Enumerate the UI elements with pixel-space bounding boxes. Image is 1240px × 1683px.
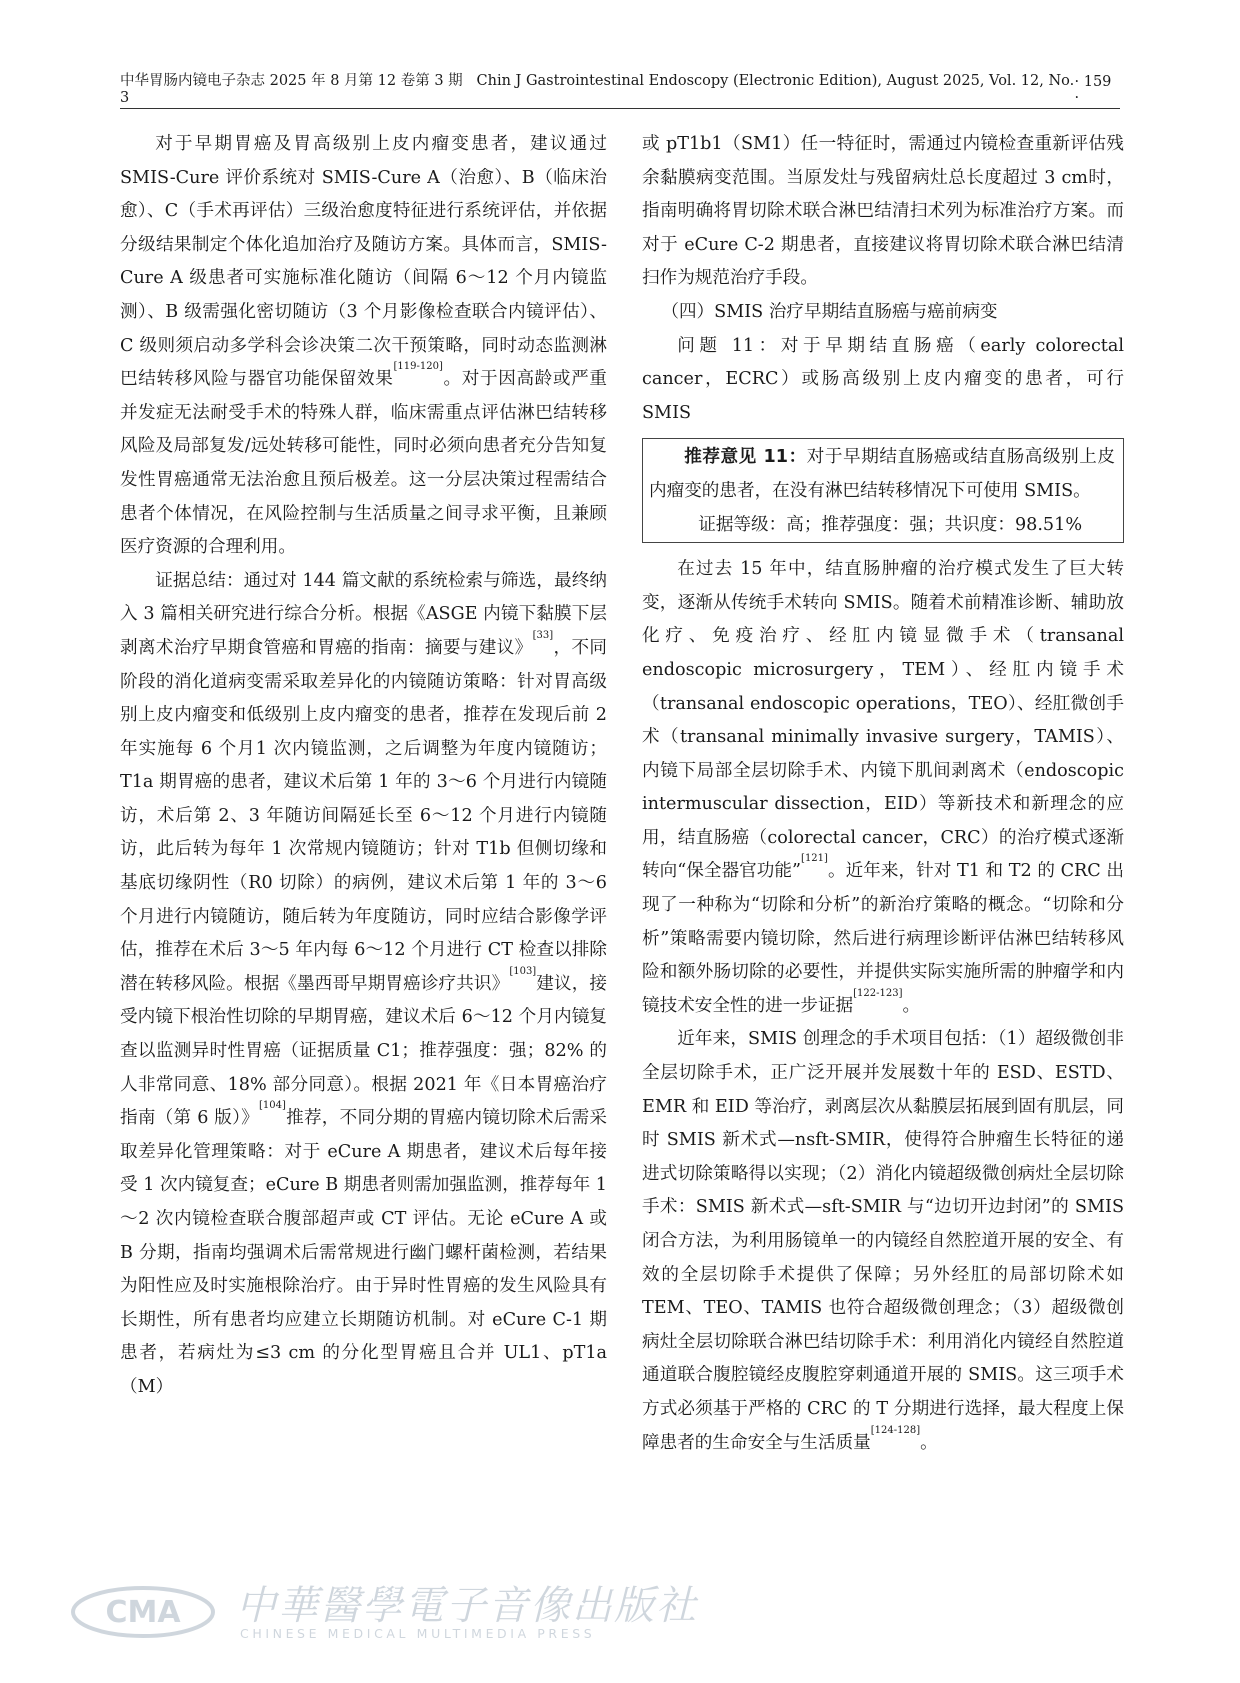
paragraph-text: 在过去 15 年中，结直肠肿瘤的治疗模式发生了巨大转变，逐渐从传统手术转向 SMIS。随着术前精准诊断、辅助放化疗、免疫治疗、经肛内镜显微手术（transanal endoscopic microsurgery，TEM）、经肛内镜手术（transanal endoscopic operations，TEO）、经肛微创手术（transanal minimally invasive surgery，TAMIS）、内镜下局部全层切除手术、内镜下肌间剥离术（endoscopic intermuscular dissection，EID）等新技术和新理念的应用，结直肠癌（colorectal cancer，CRC）的治疗模式逐渐转向“保全器官功能” <box>642 559 1124 882</box>
paragraph-text: 推荐，不同分期的胃癌内镜切除术后需采取差异化管理策略：对于 eCure A 期患者，建议术后每年接受 1 次内镜复查；eCure B 期患者则需加强监测，推荐每年 1～2 次内镜检查联合腹部超声或 CT 评估。无论 eCure A 或 B 分期，指南均强调术后需常规进行幽门螺杆菌检测，若结果为阳性应及时实施根除治疗。由于异时性胃癌的发生风险具有长期性，所有患者均应建立长期随访机制。对 eCure C-1 期患者，若病灶为≤3 cm 的分化型胃癌且合并 UL1、pT1a（M） <box>120 1108 607 1397</box>
press-name-en: CHINESE MEDICAL MULTIMEDIA PRESS <box>240 1626 596 1641</box>
journal-title <box>120 69 1075 106</box>
citation: [124-128] <box>870 1424 921 1436</box>
journal-title-cn: 中华胃肠内镜电子杂志 2025 年 8 月第 12 卷第 3 期 <box>120 73 463 89</box>
paragraph-text: 。 <box>920 1432 938 1453</box>
recommendation-text: 对于早期结直肠癌或结直肠高级别上皮内瘤变的患者，在没有淋巴结转移情况下可使用 SMIS。 <box>649 447 1115 501</box>
question-text: 问题 11：对于早期结直肠癌（early colorectal cancer，ECRC）或肠高级别上皮内瘤变的患者，可行 SMIS <box>642 335 1124 423</box>
paragraph-text: 近年来，SMIS 创理念的手术项目包括：（1）超级微创非全层切除手术，正广泛开展并发展数十年的 ESD、ESTD、EMR 和 EID 等治疗，剥离层次从黏膜层拓展到固有肌层，同时 SMIS 新术式—nsft-SMIR，使得符合肿瘤生长特征的递进式切除策略得以实现；（2）消化内镜超级微创病灶全层切除手术：SMIS 新术式—sft-SMIR 与“边切开边封闭”的 SMIS 闭合方法，为利用肠镜单一的内镜经自然腔道开展的安全、有效的全层切除手术提供了保障；另外经肛的局部切除术如 TEM、TEO、TAMIS 也符合超级微创理念；（3）超级微创病灶全层切除联合淋巴结切除手术：利用消化内镜经自然腔道通道联合腹腔镜经皮腹腔穿刺通道开展的 SMIS。这三项手术方式必须基于严格的 CRC 的 T 分期进行选择，最大程度上保障患者的生命安全与生活质量 <box>642 1029 1124 1453</box>
paragraph: 或 pT1b1（SM1）任一特征时，需通过内镜检查重新评估残余黏膜病变范围。当原发灶与残留病灶总长度超过 3 cm时，指南明确将胃切除术联合淋巴结清扫术列为标准治疗方案。而对于 eCure C-2 期患者，直接建议将胃切除术联合淋巴结清扫作为规范治疗手段。 <box>642 134 1124 289</box>
paragraph-text: 。 <box>902 995 921 1016</box>
journal-title-en: Chin J Gastrointestinal Endoscopy (Electronic Edition), August 2025, Vol. 12, No. 3 <box>120 73 1075 106</box>
recommendation-title: 推荐意见 11： <box>684 447 807 468</box>
citation: [103] <box>509 965 537 977</box>
right-column <box>642 128 1124 1460</box>
paragraph <box>120 128 607 565</box>
running-header <box>120 73 1120 106</box>
citation: [121] <box>801 853 828 865</box>
page-number: · 159 · <box>1074 74 1112 106</box>
citation: [119-120] <box>393 361 443 373</box>
recommendation-box <box>642 438 1124 543</box>
press-name-cn: 中華醫學電子音像出版社 <box>236 1583 698 1629</box>
citation: [122-123] <box>853 987 903 999</box>
citation: [104] <box>258 1100 286 1112</box>
paragraph <box>120 565 607 1405</box>
paragraph <box>642 1023 1124 1460</box>
paragraph-text: 建议，接受内镜下根治性切除的早期胃癌，建议术后 6～12 个月内镜复查以监测异时性胃癌（证据质量 C1；推荐强度：强；82% 的人非常同意、18% 部分同意）。根据 2021 年《日本胃癌治疗指南（第 6 版）》 <box>120 973 607 1129</box>
citation: [33] <box>532 629 554 641</box>
paragraph-text: 对于早期胃癌及胃高级别上皮内瘤变患者，建议通过 SMIS-Cure 评价系统对 SMIS-Cure A（治愈）、B（临床治愈）、C（手术再评估）三级治愈度特征进行系统评估，并依据分级结果制定个体化追加治疗及随访方案。具体而言，SMIS-Cure A 级患者可实施标准化随访（间隔 6～12 个月内镜监测）、B 级需强化密切随访（3 个月影像检查联合内镜评估）、C 级则须启动多学科会诊决策二次干预策略，同时动态监测淋巴结转移风险与器官功能保留效果 <box>120 134 607 390</box>
paragraph-text: 。对于因高龄或严重并发症无法耐受手术的特殊人群，临床需重点评估淋巴结转移风险及局部复发/远处转移可能性，同时必须向患者充分告知复发性胃癌通常无法治愈且预后极差。这一分层决策过程需结合患者个体情况，在风险控制与生活质量之间寻求平衡，且兼顾医疗资源的合理利用。 <box>120 369 607 558</box>
section-heading: （四）SMIS 治疗早期结直肠癌与癌前病变 <box>661 301 998 322</box>
paragraph-text: 证据总结：通过对 144 篇文献的系统检索与筛选，最终纳入 3 篇相关研究进行综合分析。根据《ASGE 内镜下黏膜下层剥离术治疗早期食管癌和胃癌的指南：摘要与建议》 <box>120 570 607 658</box>
publisher-watermark <box>68 1570 698 1650</box>
header-divider <box>120 108 1120 109</box>
left-column <box>120 128 607 1405</box>
cma-logo-text: CMA <box>105 1595 181 1630</box>
evidence-level: 证据等级：高；推荐强度：强；共识度：98.51% <box>698 514 1083 535</box>
paragraph <box>642 553 1124 1023</box>
paragraph-text: 。近年来，针对 T1 和 T2 的 CRC 出现了一种称为“切除和分析”的新治疗策略的概念。“切除和分析”策略需要内镜切除，然后进行病理诊断评估淋巴结转移风险和额外肠切除的必要性，并提供实际实施所需的肿瘤学和内镜技术安全性的进一步证据 <box>642 861 1124 1016</box>
recommendation <box>649 441 1115 508</box>
cma-logo <box>68 1580 218 1640</box>
paragraph-text: ，不同阶段的消化道病变需采取差异化的内镜随访策略：针对胃高级别上皮内瘤变和低级别上皮内瘤变的患者，推荐在发现后前 2 年实施每 6 个月1 次内镜监测，之后调整为年度内镜随访；T1a 期胃癌的患者，建议术后第 1 年的 3～6 个月进行内镜随访，术后第 2、3 年随访间隔延长至 6～12 个月进行内镜随访，此后转为每年 1 次常规内镜随访；针对 T1b 但侧切缘和基底切缘阴性（R0 切除）的病例，建议术后第 1 年的 3～6 个月进行内镜随访，随后转为年度随访，同时应结合影像学评估，推荐在术后 3～5 年内每 6～12 个月进行 CT 检查以排除潜在转移风险。根据《墨西哥早期胃癌诊疗共识》 <box>120 637 607 994</box>
